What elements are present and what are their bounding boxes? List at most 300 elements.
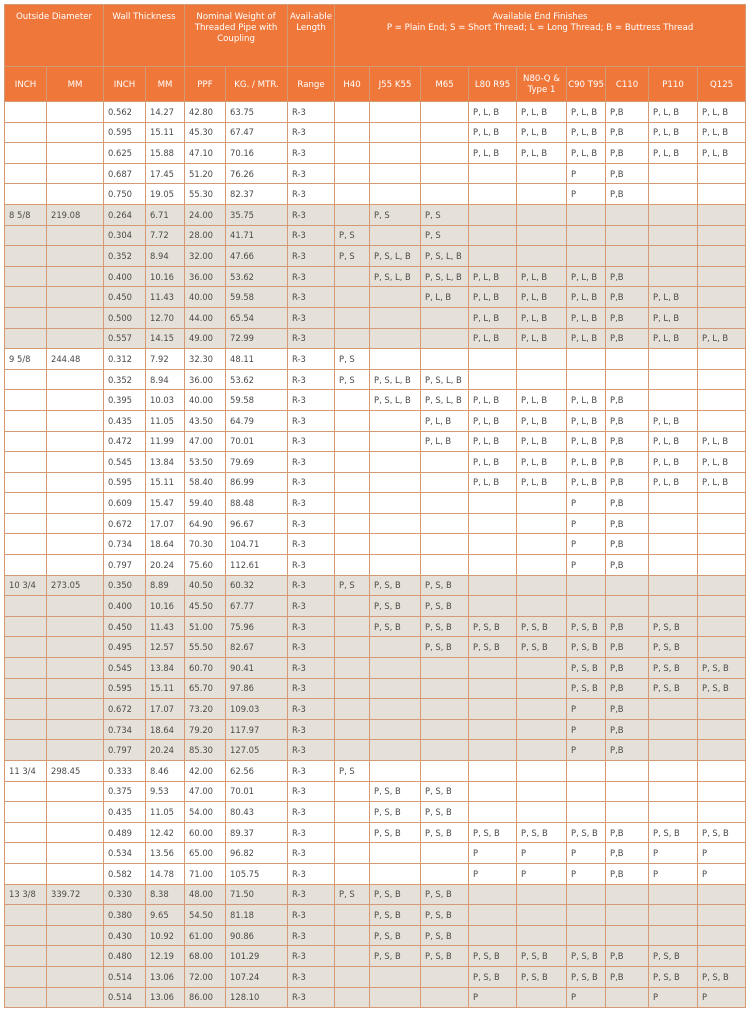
length-range-cell: R-3	[288, 946, 335, 967]
finish-c110-cell: P,B	[606, 122, 649, 143]
outside-diameter-mm-cell	[47, 493, 104, 514]
finish-h40-cell	[335, 184, 370, 205]
wall-thickness-inch-cell: 0.352	[104, 369, 146, 390]
finish-q125-cell: P, L, B	[698, 452, 746, 473]
finish-c110-cell: P,B	[606, 616, 649, 637]
outside-diameter-mm-cell	[47, 287, 104, 308]
outside-diameter-mm-cell	[47, 699, 104, 720]
outside-diameter-inch-cell	[5, 719, 47, 740]
length-range-cell: R-3	[288, 349, 335, 370]
finish-c110-cell	[606, 781, 649, 802]
finish-j55-k55-cell	[370, 452, 421, 473]
length-range-cell: R-3	[288, 472, 335, 493]
finish-h40-cell	[335, 143, 370, 164]
outside-diameter-mm-cell	[47, 472, 104, 493]
wall-thickness-mm-cell: 15.88	[146, 143, 185, 164]
finish-c90-t95-cell: P, L, B	[567, 143, 606, 164]
finish-m65-cell	[421, 163, 469, 184]
length-range-cell: R-3	[288, 658, 335, 679]
finish-n80q-type1-cell: P, L, B	[517, 287, 567, 308]
table-header	[5, 5, 746, 102]
finish-l80-r95-cell	[469, 678, 517, 699]
finish-c90-t95-cell	[567, 369, 606, 390]
wall-thickness-mm-cell: 8.38	[146, 884, 185, 905]
finish-c90-t95-cell: P, L, B	[567, 266, 606, 287]
wall-thickness-inch-cell: 0.380	[104, 905, 146, 926]
finish-j55-k55-cell	[370, 410, 421, 431]
finish-c110-cell: P,B	[606, 946, 649, 967]
finish-c110-cell	[606, 905, 649, 926]
outside-diameter-inch-cell	[5, 143, 47, 164]
wall-thickness-mm-cell: 13.06	[146, 966, 185, 987]
outside-diameter-mm-cell	[47, 102, 104, 123]
weight-kg-per-m-cell: 127.05	[226, 740, 288, 761]
finish-j55-k55-cell	[370, 287, 421, 308]
weight-kg-per-m-cell: 60.32	[226, 575, 288, 596]
wall-thickness-mm-cell: 12.57	[146, 637, 185, 658]
finish-p110-cell	[649, 555, 698, 576]
finish-q125-cell	[698, 740, 746, 761]
finish-h40-cell	[335, 204, 370, 225]
outside-diameter-inch-cell	[5, 637, 47, 658]
finish-c90-t95-cell	[567, 884, 606, 905]
wall-thickness-inch-cell: 0.687	[104, 163, 146, 184]
finish-p110-cell: P, L, B	[649, 328, 698, 349]
finish-c110-cell: P,B	[606, 287, 649, 308]
outside-diameter-inch-cell: 13 3/8	[5, 884, 47, 905]
finishes-legend: P = Plain End; S = Short Thread; L = Long Thread; B = Buttress Thread	[386, 23, 694, 33]
length-range-cell: R-3	[288, 122, 335, 143]
outside-diameter-mm-cell: 219.08	[47, 204, 104, 225]
finish-p110-cell	[649, 761, 698, 782]
wall-thickness-inch-cell: 0.797	[104, 555, 146, 576]
length-range-cell: R-3	[288, 678, 335, 699]
finish-j55-k55-cell	[370, 843, 421, 864]
finish-p110-cell: P, S, B	[649, 966, 698, 987]
outside-diameter-mm-cell	[47, 966, 104, 987]
finish-p110-cell	[649, 596, 698, 617]
table-body	[5, 102, 746, 1008]
wall-thickness-mm-cell: 19.05	[146, 184, 185, 205]
wall-thickness-inch-cell: 0.489	[104, 822, 146, 843]
grade-q125: Q125	[698, 67, 746, 102]
finish-l80-r95-cell	[469, 905, 517, 926]
wall-thickness-inch-cell: 0.400	[104, 266, 146, 287]
weight-kg-per-m-cell: 67.47	[226, 122, 288, 143]
finish-p110-cell	[649, 266, 698, 287]
wall-thickness-mm-cell: 12.42	[146, 822, 185, 843]
finish-m65-cell: P, S, L, B	[421, 266, 469, 287]
finish-l80-r95-cell	[469, 802, 517, 823]
wall-thickness-inch-cell: 0.435	[104, 410, 146, 431]
finish-j55-k55-cell	[370, 658, 421, 679]
length-range-cell: R-3	[288, 410, 335, 431]
length-range-cell: R-3	[288, 822, 335, 843]
unit-od-mm: MM	[47, 67, 104, 102]
outside-diameter-inch-cell	[5, 246, 47, 267]
finish-n80q-type1-cell: P, L, B	[517, 472, 567, 493]
finish-n80q-type1-cell: P, L, B	[517, 143, 567, 164]
finish-c90-t95-cell	[567, 925, 606, 946]
outside-diameter-inch-cell	[5, 102, 47, 123]
grade-h40: H40	[335, 67, 370, 102]
wall-thickness-inch-cell: 0.557	[104, 328, 146, 349]
finish-h40-cell	[335, 781, 370, 802]
table-row	[5, 637, 746, 658]
finish-l80-r95-cell	[469, 534, 517, 555]
finish-n80q-type1-cell: P, S, B	[517, 822, 567, 843]
finish-n80q-type1-cell	[517, 575, 567, 596]
table-row	[5, 884, 746, 905]
finish-c90-t95-cell: P, L, B	[567, 328, 606, 349]
finish-l80-r95-cell: P	[469, 843, 517, 864]
finish-c90-t95-cell: P	[567, 555, 606, 576]
wall-thickness-mm-cell: 17.07	[146, 513, 185, 534]
finish-c90-t95-cell	[567, 204, 606, 225]
wall-thickness-inch-cell: 0.375	[104, 781, 146, 802]
finish-h40-cell: P, S	[335, 884, 370, 905]
finish-m65-cell: P, S, B	[421, 596, 469, 617]
wall-thickness-inch-cell: 0.330	[104, 884, 146, 905]
outside-diameter-inch-cell	[5, 905, 47, 926]
finish-l80-r95-cell	[469, 884, 517, 905]
finish-n80q-type1-cell	[517, 740, 567, 761]
finish-h40-cell	[335, 534, 370, 555]
finish-h40-cell: P, S	[335, 369, 370, 390]
finish-l80-r95-cell: P, L, B	[469, 452, 517, 473]
finish-m65-cell	[421, 863, 469, 884]
finish-h40-cell	[335, 616, 370, 637]
finish-p110-cell: P	[649, 843, 698, 864]
finish-m65-cell	[421, 307, 469, 328]
outside-diameter-inch-cell	[5, 616, 47, 637]
finish-c90-t95-cell	[567, 349, 606, 370]
outside-diameter-inch-cell	[5, 225, 47, 246]
finish-n80q-type1-cell: P, L, B	[517, 122, 567, 143]
outside-diameter-inch-cell	[5, 369, 47, 390]
outside-diameter-mm-cell	[47, 905, 104, 926]
finish-c110-cell	[606, 349, 649, 370]
wall-thickness-mm-cell: 9.53	[146, 781, 185, 802]
wall-thickness-inch-cell: 0.672	[104, 513, 146, 534]
finish-p110-cell: P	[649, 863, 698, 884]
finish-n80q-type1-cell	[517, 761, 567, 782]
outside-diameter-inch-cell	[5, 122, 47, 143]
length-range-cell: R-3	[288, 204, 335, 225]
outside-diameter-inch-cell	[5, 946, 47, 967]
finish-m65-cell	[421, 534, 469, 555]
finish-q125-cell	[698, 575, 746, 596]
outside-diameter-mm-cell	[47, 678, 104, 699]
finish-h40-cell: P, S	[335, 349, 370, 370]
finish-j55-k55-cell	[370, 143, 421, 164]
weight-ppf-cell: 58.40	[185, 472, 226, 493]
outside-diameter-mm-cell	[47, 863, 104, 884]
weight-kg-per-m-cell: 89.37	[226, 822, 288, 843]
weight-ppf-cell: 32.30	[185, 349, 226, 370]
weight-kg-per-m-cell: 63.75	[226, 102, 288, 123]
finish-c90-t95-cell: P	[567, 863, 606, 884]
finish-n80q-type1-cell: P, L, B	[517, 390, 567, 411]
table-row	[5, 905, 746, 926]
outside-diameter-mm-cell	[47, 225, 104, 246]
finish-h40-cell	[335, 163, 370, 184]
table-row	[5, 410, 746, 431]
finish-h40-cell	[335, 431, 370, 452]
table-row	[5, 513, 746, 534]
table-row	[5, 246, 746, 267]
finish-q125-cell	[698, 493, 746, 514]
length-range-cell: R-3	[288, 390, 335, 411]
casing-spec-table	[4, 4, 746, 1008]
finish-n80q-type1-cell	[517, 534, 567, 555]
finish-l80-r95-cell	[469, 761, 517, 782]
wall-thickness-mm-cell: 6.71	[146, 204, 185, 225]
outside-diameter-mm-cell	[47, 431, 104, 452]
finish-c90-t95-cell: P, L, B	[567, 122, 606, 143]
outside-diameter-inch-cell	[5, 802, 47, 823]
table-row	[5, 493, 746, 514]
finish-m65-cell	[421, 719, 469, 740]
finish-n80q-type1-cell: P, S, B	[517, 637, 567, 658]
finish-l80-r95-cell: P, S, B	[469, 946, 517, 967]
finish-c110-cell: P,B	[606, 307, 649, 328]
grade-n80q-type1: N80-Q & Type 1	[517, 67, 567, 102]
finish-h40-cell	[335, 740, 370, 761]
outside-diameter-inch-cell	[5, 513, 47, 534]
finish-j55-k55-cell: P, S, B	[370, 802, 421, 823]
weight-kg-per-m-cell: 90.86	[226, 925, 288, 946]
finish-n80q-type1-cell	[517, 596, 567, 617]
finish-j55-k55-cell	[370, 472, 421, 493]
finish-p110-cell: P, S, B	[649, 637, 698, 658]
finish-n80q-type1-cell: P, L, B	[517, 102, 567, 123]
wall-thickness-mm-cell: 18.64	[146, 719, 185, 740]
wall-thickness-inch-cell: 0.450	[104, 616, 146, 637]
outside-diameter-inch-cell	[5, 184, 47, 205]
finish-q125-cell: P, L, B	[698, 143, 746, 164]
finish-p110-cell: P, L, B	[649, 472, 698, 493]
grade-c90-t95: C90 T95	[567, 67, 606, 102]
casing-spec-table-container	[4, 4, 746, 1008]
unit-wt-mm: MM	[146, 67, 185, 102]
finish-p110-cell: P, L, B	[649, 143, 698, 164]
outside-diameter-inch-cell	[5, 390, 47, 411]
finish-j55-k55-cell	[370, 225, 421, 246]
finish-c110-cell: P,B	[606, 719, 649, 740]
finish-h40-cell	[335, 513, 370, 534]
finish-p110-cell	[649, 740, 698, 761]
weight-ppf-cell: 47.00	[185, 431, 226, 452]
finish-h40-cell	[335, 863, 370, 884]
weight-ppf-cell: 51.00	[185, 616, 226, 637]
finish-c90-t95-cell: P, S, B	[567, 678, 606, 699]
finish-q125-cell	[698, 349, 746, 370]
outside-diameter-inch-cell	[5, 596, 47, 617]
outside-diameter-inch-cell	[5, 163, 47, 184]
finish-h40-cell	[335, 307, 370, 328]
finish-c90-t95-cell: P	[567, 843, 606, 864]
header-available-finishes	[335, 5, 746, 67]
wall-thickness-inch-cell: 0.400	[104, 596, 146, 617]
outside-diameter-mm-cell	[47, 369, 104, 390]
weight-ppf-cell: 60.00	[185, 822, 226, 843]
weight-kg-per-m-cell: 96.82	[226, 843, 288, 864]
finish-m65-cell: P, S, L, B	[421, 246, 469, 267]
weight-ppf-cell: 61.00	[185, 925, 226, 946]
weight-kg-per-m-cell: 79.69	[226, 452, 288, 473]
wall-thickness-mm-cell: 10.16	[146, 596, 185, 617]
finish-p110-cell	[649, 513, 698, 534]
finish-m65-cell	[421, 555, 469, 576]
outside-diameter-inch-cell	[5, 843, 47, 864]
finish-c90-t95-cell: P	[567, 719, 606, 740]
weight-ppf-cell: 28.00	[185, 225, 226, 246]
weight-kg-per-m-cell: 107.24	[226, 966, 288, 987]
outside-diameter-inch-cell	[5, 699, 47, 720]
finish-q125-cell: P, S, B	[698, 966, 746, 987]
finish-n80q-type1-cell	[517, 905, 567, 926]
finish-h40-cell	[335, 905, 370, 926]
finish-c90-t95-cell	[567, 905, 606, 926]
weight-kg-per-m-cell: 109.03	[226, 699, 288, 720]
finish-m65-cell	[421, 143, 469, 164]
weight-kg-per-m-cell: 105.75	[226, 863, 288, 884]
finish-l80-r95-cell	[469, 369, 517, 390]
finish-l80-r95-cell	[469, 493, 517, 514]
finish-c90-t95-cell: P, L, B	[567, 472, 606, 493]
finish-q125-cell	[698, 699, 746, 720]
length-range-cell: R-3	[288, 287, 335, 308]
wall-thickness-mm-cell: 11.99	[146, 431, 185, 452]
finish-p110-cell: P, L, B	[649, 122, 698, 143]
outside-diameter-inch-cell	[5, 966, 47, 987]
length-range-cell: R-3	[288, 328, 335, 349]
finish-p110-cell	[649, 369, 698, 390]
finish-c90-t95-cell: P, L, B	[567, 431, 606, 452]
wall-thickness-inch-cell: 0.435	[104, 802, 146, 823]
finish-m65-cell	[421, 966, 469, 987]
weight-ppf-cell: 54.00	[185, 802, 226, 823]
table-row	[5, 863, 746, 884]
finish-n80q-type1-cell	[517, 184, 567, 205]
finish-j55-k55-cell	[370, 307, 421, 328]
outside-diameter-mm-cell	[47, 616, 104, 637]
finish-p110-cell	[649, 184, 698, 205]
outside-diameter-inch-cell: 9 5/8	[5, 349, 47, 370]
finish-q125-cell	[698, 534, 746, 555]
outside-diameter-inch-cell	[5, 781, 47, 802]
finish-c110-cell: P,B	[606, 452, 649, 473]
header-wall-thickness: Wall Thickness	[104, 5, 185, 67]
outside-diameter-mm-cell	[47, 987, 104, 1008]
finish-c110-cell: P,B	[606, 658, 649, 679]
finish-h40-cell	[335, 122, 370, 143]
weight-ppf-cell: 49.00	[185, 328, 226, 349]
outside-diameter-mm-cell	[47, 843, 104, 864]
finish-q125-cell: P, S, B	[698, 822, 746, 843]
finish-j55-k55-cell: P, S, L, B	[370, 246, 421, 267]
finish-m65-cell: P, S, B	[421, 637, 469, 658]
finish-l80-r95-cell: P, S, B	[469, 637, 517, 658]
finish-c90-t95-cell: P, S, B	[567, 616, 606, 637]
table-row	[5, 843, 746, 864]
outside-diameter-mm-cell	[47, 719, 104, 740]
weight-kg-per-m-cell: 65.54	[226, 307, 288, 328]
wall-thickness-mm-cell: 9.65	[146, 905, 185, 926]
weight-ppf-cell: 60.70	[185, 658, 226, 679]
finish-l80-r95-cell	[469, 349, 517, 370]
wall-thickness-inch-cell: 0.595	[104, 122, 146, 143]
finish-m65-cell: P, S, B	[421, 781, 469, 802]
length-range-cell: R-3	[288, 863, 335, 884]
outside-diameter-inch-cell	[5, 863, 47, 884]
finish-j55-k55-cell	[370, 184, 421, 205]
finish-c90-t95-cell	[567, 761, 606, 782]
finish-m65-cell	[421, 122, 469, 143]
finish-p110-cell: P, S, B	[649, 946, 698, 967]
length-range-cell: R-3	[288, 534, 335, 555]
finish-q125-cell	[698, 781, 746, 802]
finish-c110-cell: P,B	[606, 102, 649, 123]
finish-l80-r95-cell: P, L, B	[469, 287, 517, 308]
outside-diameter-inch-cell	[5, 534, 47, 555]
wall-thickness-inch-cell: 0.430	[104, 925, 146, 946]
finish-q125-cell	[698, 246, 746, 267]
finish-c90-t95-cell: P, L, B	[567, 287, 606, 308]
wall-thickness-inch-cell: 0.352	[104, 246, 146, 267]
weight-ppf-cell: 65.00	[185, 843, 226, 864]
weight-kg-per-m-cell: 48.11	[226, 349, 288, 370]
wall-thickness-mm-cell: 14.15	[146, 328, 185, 349]
finish-q125-cell: P, L, B	[698, 431, 746, 452]
length-range-cell: R-3	[288, 740, 335, 761]
header-available-length: Avail-able Length	[288, 5, 335, 67]
length-range-cell: R-3	[288, 781, 335, 802]
finish-l80-r95-cell: P, L, B	[469, 328, 517, 349]
wall-thickness-mm-cell: 13.84	[146, 452, 185, 473]
weight-ppf-cell: 45.50	[185, 596, 226, 617]
finish-h40-cell	[335, 596, 370, 617]
finish-q125-cell	[698, 266, 746, 287]
outside-diameter-mm-cell	[47, 513, 104, 534]
finish-h40-cell	[335, 390, 370, 411]
finish-c110-cell	[606, 761, 649, 782]
wall-thickness-inch-cell: 0.797	[104, 740, 146, 761]
finish-c90-t95-cell: P	[567, 513, 606, 534]
outside-diameter-mm-cell	[47, 555, 104, 576]
finish-j55-k55-cell	[370, 987, 421, 1008]
table-row	[5, 266, 746, 287]
finish-p110-cell	[649, 493, 698, 514]
finish-p110-cell: P, S, B	[649, 678, 698, 699]
finish-n80q-type1-cell	[517, 246, 567, 267]
finish-h40-cell	[335, 802, 370, 823]
finish-l80-r95-cell: P, L, B	[469, 266, 517, 287]
finish-h40-cell: P, S	[335, 225, 370, 246]
outside-diameter-mm-cell	[47, 266, 104, 287]
finish-p110-cell: P, L, B	[649, 431, 698, 452]
weight-kg-per-m-cell: 70.01	[226, 431, 288, 452]
finish-p110-cell	[649, 699, 698, 720]
finish-h40-cell	[335, 328, 370, 349]
finish-j55-k55-cell: P, S, L, B	[370, 369, 421, 390]
finish-j55-k55-cell	[370, 513, 421, 534]
length-range-cell: R-3	[288, 369, 335, 390]
finish-c90-t95-cell	[567, 781, 606, 802]
finish-c90-t95-cell: P, L, B	[567, 307, 606, 328]
wall-thickness-inch-cell: 0.534	[104, 843, 146, 864]
